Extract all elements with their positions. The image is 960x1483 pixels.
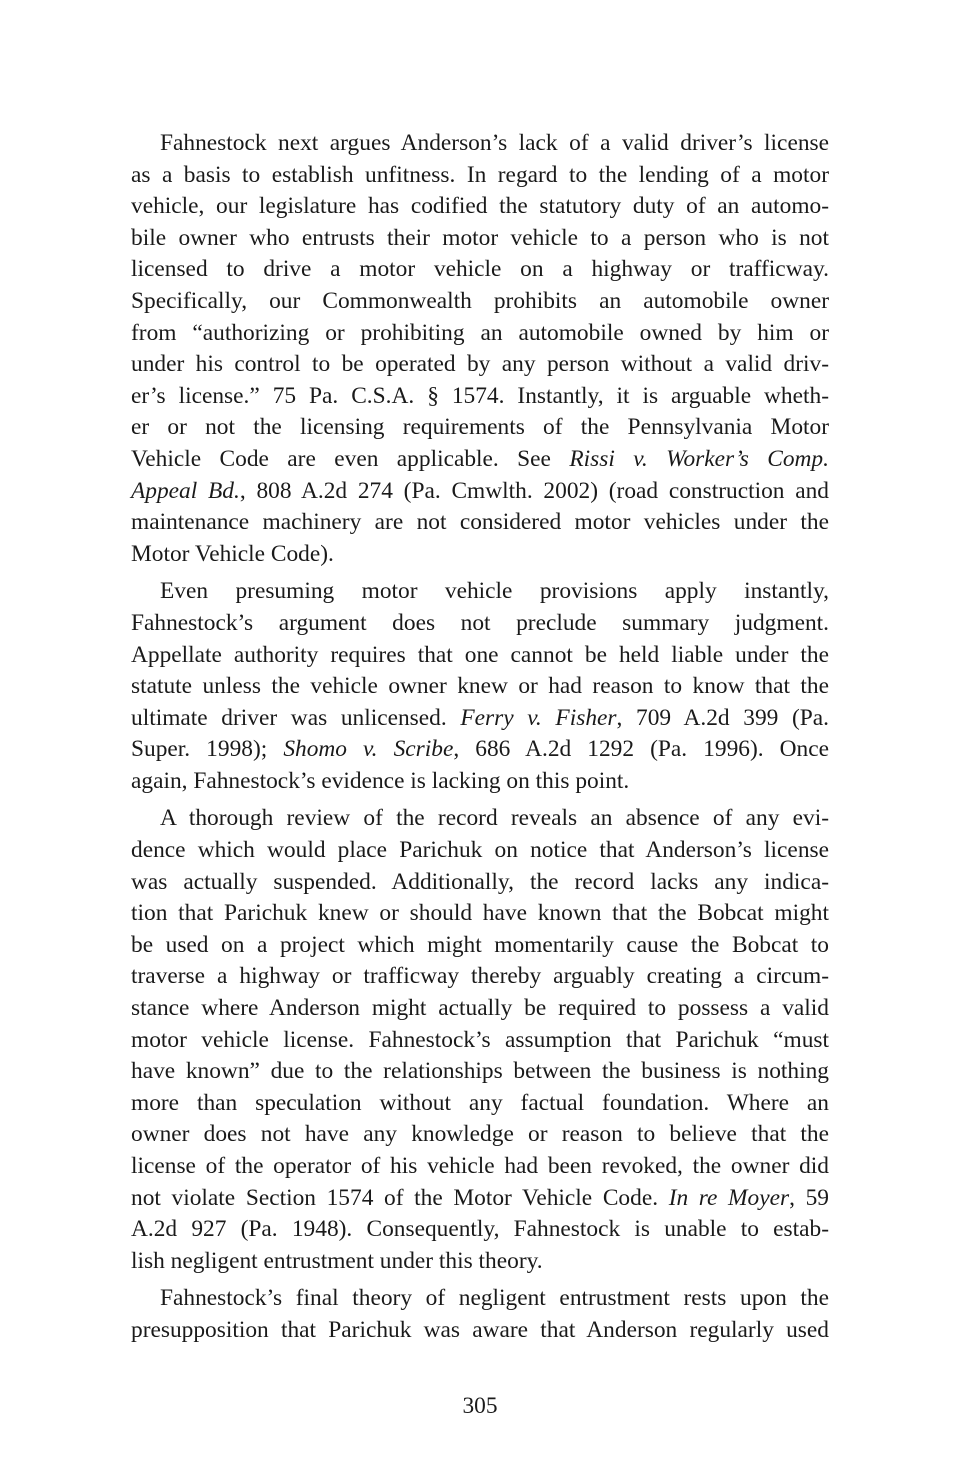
text-line — [131, 803, 829, 835]
text-run: more than speculation without any factual foundation. Where an — [131, 1089, 829, 1116]
text-run: licensed to drive a motor vehicle on a highway or trafficway. — [131, 256, 829, 283]
text-line — [131, 160, 829, 192]
text-run: maintenance machinery are not considered motor vehicles under the — [131, 509, 829, 536]
text-line — [131, 1246, 829, 1278]
text-line — [131, 412, 829, 444]
text-run: ultimate driver was unlicensed. — [131, 704, 461, 731]
text-line — [131, 576, 829, 608]
text-line — [131, 993, 829, 1025]
text-run: have known” due to the relationships between the business is nothing — [131, 1058, 829, 1085]
text-run: under his control to be operated by any person without a valid driv- — [131, 351, 829, 378]
text-run: presupposition that Parichuk was aware that Anderson regularly used — [131, 1316, 829, 1343]
text-line — [131, 1315, 829, 1347]
text-line — [131, 766, 829, 798]
text-run: Fahnestock next argues Anderson’s lack of a valid driver’s license — [160, 130, 829, 156]
text-run: motor vehicle license. Fahnestock’s assumption that Parichuk “must — [131, 1026, 829, 1053]
text-line — [131, 539, 829, 571]
text-run: Motor Vehicle Code). — [131, 540, 334, 567]
text-run: A.2d 927 (Pa. 1948). Consequently, Fahnestock is unable to estab- — [131, 1216, 829, 1243]
text-run: as a basis to establish unfitness. In regard to the lending of a motor — [131, 161, 829, 188]
text-run: er’s license.” 75 Pa. C.S.A. § 1574. Instantly, it is arguable wheth- — [131, 382, 829, 409]
text-line — [131, 286, 829, 318]
text-run: stance where Anderson might actually be required to possess a valid — [131, 995, 829, 1022]
text-run: dence which would place Parichuk on notice that Anderson’s license — [131, 837, 829, 864]
text-run: tion that Parichuk knew or should have known that the Bobcat might — [131, 900, 829, 927]
paragraph — [131, 803, 829, 1277]
text-run: lish negligent entrustment under this theory. — [131, 1247, 543, 1274]
text-run: was actually suspended. Additionally, the record lacks any indica- — [131, 868, 829, 895]
text-run: license of the operator of his vehicle had been revoked, the owner did — [131, 1153, 829, 1179]
text-run: again, Fahnestock’s evidence is lacking on this point. — [131, 767, 630, 794]
text-run: bile owner who entrusts their motor vehicle to a person who is not — [131, 224, 829, 251]
text-line — [131, 1025, 829, 1057]
text-line — [131, 1214, 829, 1246]
text-run: , 686 A.2d 1292 (Pa. 1996). Once — [453, 736, 829, 763]
text-run: Even presuming motor vehicle provisions apply instantly, — [160, 578, 829, 605]
text-line — [131, 734, 829, 766]
text-run: traverse a highway or trafficway thereby arguably creating a circum- — [131, 963, 829, 990]
text-line — [131, 898, 829, 930]
text-run: not violate Section 1574 of the Motor Vehicle Code. — [131, 1184, 669, 1211]
case-citation: Ferry v. Fisher — [460, 704, 617, 731]
text-line — [131, 1119, 829, 1151]
text-run: statute unless the vehicle owner knew or had reason to know that the — [131, 673, 829, 700]
text-line — [131, 703, 829, 735]
text-run: Fahnestock’s final theory of negligent entrustment rests upon the — [160, 1285, 829, 1312]
paragraph — [131, 128, 829, 570]
text-line — [131, 867, 829, 899]
text-line — [131, 191, 829, 223]
text-line — [131, 1183, 829, 1215]
text-run: Specifically, our Commonwealth prohibits an automobile owner — [131, 287, 829, 314]
text-run: Fahnestock’s argument does not preclude summary judgment. — [131, 609, 829, 636]
text-line — [131, 608, 829, 640]
text-line — [131, 318, 829, 350]
text-run: Appellate authority requires that one cannot be held liable under the — [131, 641, 829, 668]
text-run: A thorough review of the record reveals an absence of any evi- — [160, 805, 829, 832]
text-run: be used on a project which might momentarily cause the Bobcat to — [131, 931, 829, 958]
text-run: vehicle, our legislature has codified the statutory duty of an automo- — [131, 193, 829, 220]
text-line — [131, 254, 829, 286]
text-run: owner does not have any knowledge or reason to believe that the — [131, 1121, 829, 1148]
text-line — [131, 128, 829, 160]
document-body — [131, 128, 829, 1353]
text-line — [131, 835, 829, 867]
text-run: Vehicle Code are even applicable. See — [131, 445, 570, 472]
case-citation: In re Moyer — [668, 1184, 790, 1211]
text-line — [131, 476, 829, 508]
text-run: , 808 A.2d 274 (Pa. Cmwlth. 2002) (road construction and — [239, 477, 829, 504]
case-citation: Rissi v. Worker’s Comp. — [569, 445, 829, 472]
text-run: , 59 — [789, 1184, 829, 1211]
text-line — [131, 349, 829, 381]
text-line — [131, 930, 829, 962]
text-line — [131, 444, 829, 476]
text-line — [131, 507, 829, 539]
text-line — [131, 961, 829, 993]
text-line — [131, 1088, 829, 1120]
paragraph — [131, 576, 829, 797]
text-run: Super. 1998); — [131, 736, 284, 763]
page-number: 305 — [462, 1393, 498, 1419]
text-run: er or not the licensing requirements of the Pennsylvania Motor — [131, 414, 829, 441]
case-citation: Shomo v. Scribe — [283, 736, 454, 763]
text-line — [131, 1151, 829, 1183]
text-line — [131, 1283, 829, 1315]
case-citation: Appeal Bd. — [131, 477, 240, 504]
paragraph — [131, 1283, 829, 1346]
text-line — [131, 1056, 829, 1088]
text-line — [131, 223, 829, 255]
text-line — [131, 640, 829, 672]
text-line — [131, 671, 829, 703]
text-run: from “authorizing or prohibiting an automobile owned by him or — [131, 319, 829, 346]
text-line — [131, 381, 829, 413]
text-run: , 709 A.2d 399 (Pa. — [616, 704, 830, 731]
